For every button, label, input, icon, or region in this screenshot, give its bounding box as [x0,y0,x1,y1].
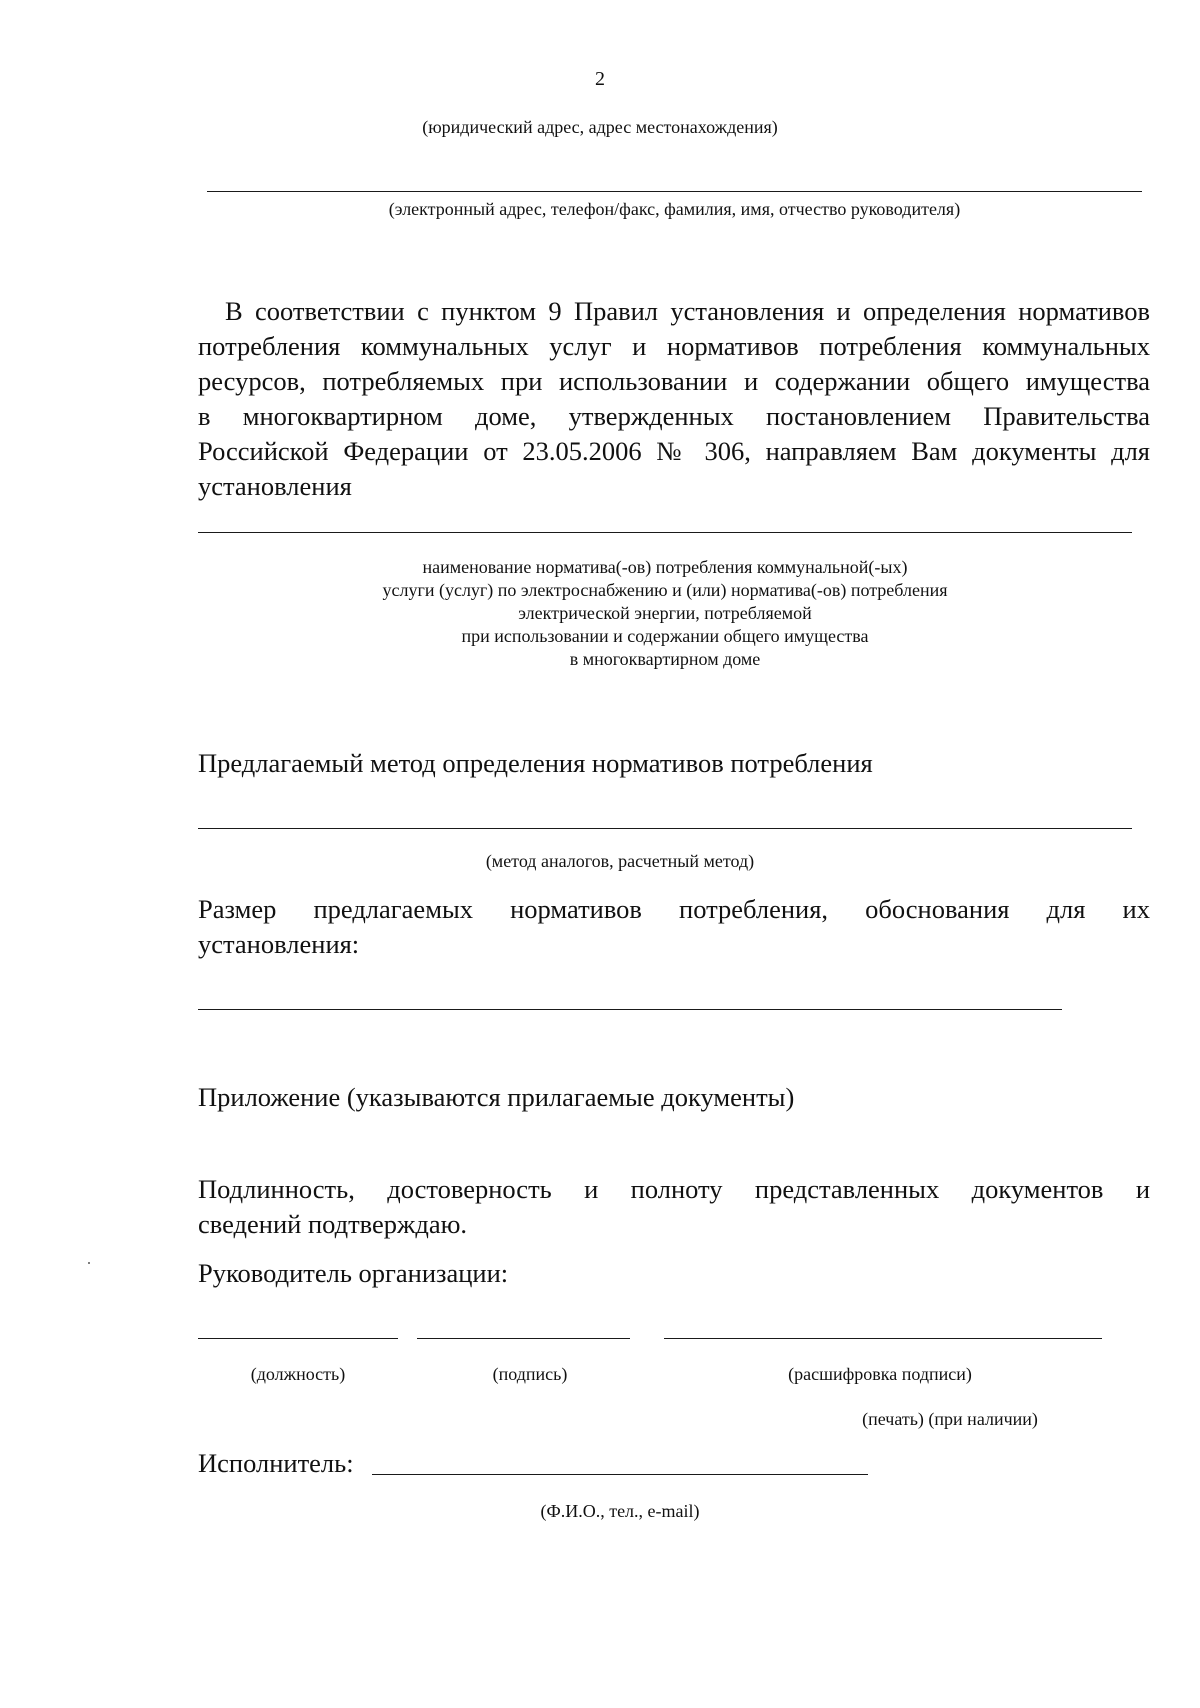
size-line [198,1009,1062,1010]
size-line-1: Размер предлагаемых нормативов потребления, обоснования для их [198,894,1150,924]
confirmation-line-2: сведений подтверждаю. [198,1209,468,1239]
decoding-caption: (расшифровка подписи) [788,1364,972,1384]
normative-line [198,532,1132,533]
decoding-line [664,1338,1102,1339]
main-paragraph-line: В соответствии с пунктом 9 Правил установления и определения нормативов [225,296,1150,326]
main-paragraph [198,294,1150,504]
main-paragraph-line: ресурсов, потребляемых при использовании и содержании общего имущества [198,366,1150,396]
normative-caption-line: электрической энергии, потребляемой [518,603,812,623]
scan-speck [88,1262,90,1264]
signature-line [417,1338,630,1339]
signature-caption: (подпись) [492,1364,568,1384]
normative-caption [300,556,1030,671]
normative-caption-line: в многоквартирном доме [569,649,761,669]
position-line [198,1338,398,1339]
method-line [198,828,1132,829]
page-number: 2 [595,68,605,90]
executor-label: Исполнитель: [198,1448,354,1478]
attachment-label: Приложение (указываются прилагаемые документы) [198,1082,795,1112]
main-paragraph-line: потребления коммунальных услуг и нормативов потребления коммунальных [198,331,1150,361]
stamp-caption: (печать) (при наличии) [862,1409,1038,1429]
size-line-2: установления: [198,929,360,959]
size-paragraph [198,892,1150,962]
head-label: Руководитель организации: [198,1258,509,1288]
executor-line [372,1474,868,1475]
method-caption: (метод аналогов, расчетный метод) [485,851,755,871]
main-paragraph-line: в многоквартирном доме, утвержденных постановлением Правительства [198,401,1150,431]
normative-caption-line: при использовании и содержании общего имущества [461,626,869,646]
executor-caption: (Ф.И.О., тел., e-mail) [540,1501,700,1521]
normative-caption-line: наименование норматива(-ов) потребления коммунальной(-ых) [422,557,908,577]
confirmation-line-1: Подлинность, достоверность и полноту представленных документов и [198,1174,1150,1204]
method-label: Предлагаемый метод определения нормативов потребления [198,748,873,778]
main-paragraph-line: Российской Федерации от 23.05.2006 № 306, направляем Вам документы для [198,436,1150,466]
legal-address-caption: (юридический адрес, адрес местонахождения) [422,117,778,137]
main-paragraph-last-line: установления [198,471,352,501]
normative-caption-line: услуги (услуг) по электроснабжению и (или) норматива(-ов) потребления [382,580,948,600]
contacts-line [207,191,1142,192]
confirmation-paragraph [198,1172,1150,1242]
contacts-caption: (электронный адрес, телефон/факс, фамилия, имя, отчество руководителя) [388,199,961,219]
position-caption: (должность) [250,1364,346,1384]
